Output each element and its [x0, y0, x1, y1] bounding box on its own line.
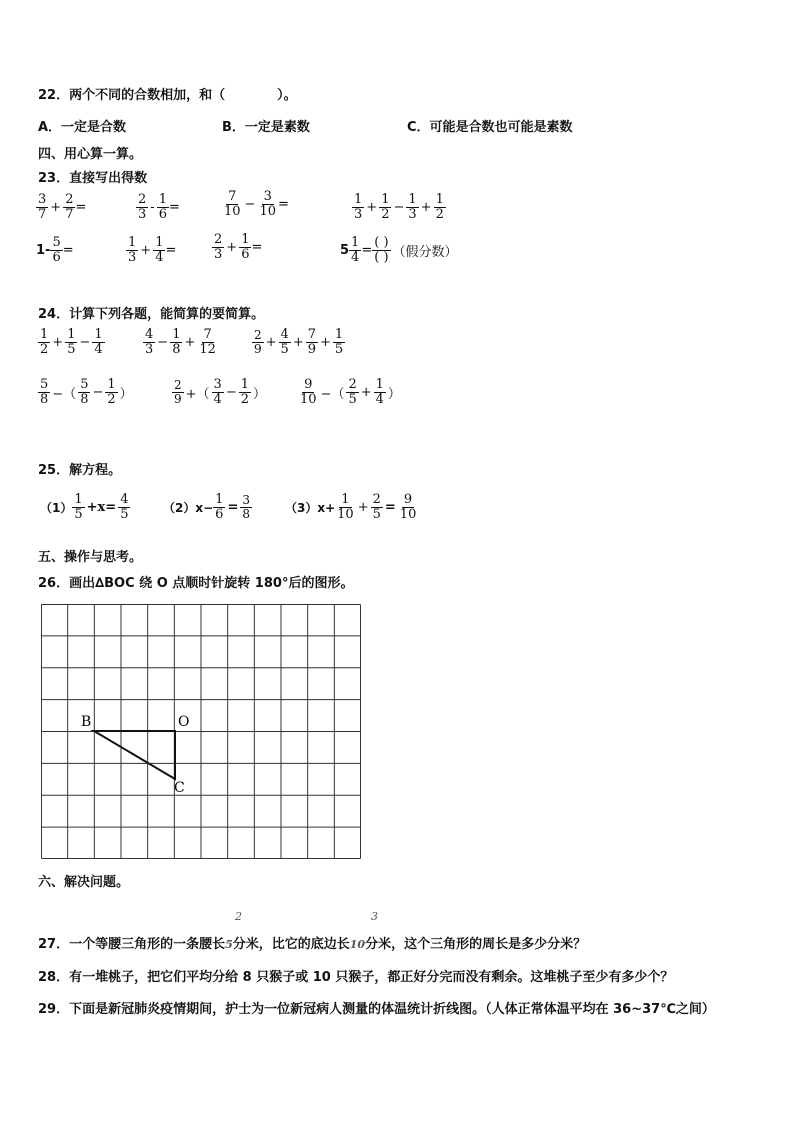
label-b: B	[81, 714, 92, 730]
section-4-heading: 四、用心算一算。	[38, 147, 143, 162]
q24-expr-1: 1 2 + $\frac{1}{5}$ − $\frac{1}{4}$	[40, 327, 103, 357]
q23-item-6: 1 3 + $\frac{1}{4}$ =	[128, 235, 177, 265]
fraction: $\frac{1}{4}$	[351, 235, 360, 265]
q25-title: 25．解方程。	[38, 463, 122, 478]
fraction: $\frac{1}{6}$	[158, 192, 167, 222]
q23-item-4: 1 3 + $\frac{1}{2}$ − $\frac{1}{3}$ + $\frac{1}{2}$	[354, 192, 444, 222]
q22-option-a: A．一定是合数	[38, 120, 127, 135]
fraction: 3 7	[38, 192, 47, 222]
fraction: $\frac{1}{6}$	[215, 492, 224, 522]
fraction: $\frac{2}{5}$	[372, 492, 381, 522]
q23-item-5: 1- $\frac{5}{6}$ =	[36, 235, 74, 265]
fraction: $\frac{5}{6}$	[52, 235, 61, 265]
q27-text: 27．一个等腰三角形的一条腰长5分米，比它的底边长10分米，这个三角形的周长是多少分米？	[38, 937, 587, 952]
fraction: $\frac{1}{2}$	[107, 377, 116, 407]
fraction: 1 5	[74, 492, 83, 522]
label-o: O	[178, 714, 190, 730]
fraction: $\frac{1}{5}$	[334, 327, 344, 357]
fraction: 1 2	[40, 327, 49, 357]
q25-equation-1: （1） 1 5 +x= $\frac{4}{5}$	[40, 492, 129, 522]
fraction: 5 8	[80, 377, 89, 407]
fraction: $\frac{7}{12}$	[199, 327, 216, 357]
q23-item-7: 2 3 + $\frac{1}{6}$ =	[214, 232, 263, 262]
fraction: 2 3	[214, 232, 223, 262]
fraction: 4 3	[145, 327, 154, 357]
fraction: $\frac{2}{7}$	[65, 192, 74, 222]
fraction: $\frac{3}{10}$	[259, 189, 276, 219]
q25-equation-3: （3）x+ $\frac{1}{10}$ + $\frac{2}{5}$ = $\frac{9}{10}$	[285, 492, 417, 522]
q23-title: 23．直接写出得数	[38, 171, 148, 186]
q27-frac2-numerator: 3	[371, 910, 378, 923]
q29-text: 29．下面是新冠肺炎疫情期间，护士为一位新冠病人测量的体温统计折线图。（人体正常体温平均在 36~37℃之间）	[38, 1002, 715, 1017]
fraction: $\frac{7}{9}$	[307, 327, 317, 357]
q23-item-3: 7 10 − $\frac{3}{10}$ =	[224, 189, 289, 219]
fraction: $\frac{9}{10}$	[399, 492, 417, 522]
fraction: 3 4	[213, 377, 222, 407]
fraction: $\frac{1}{4}$	[94, 327, 103, 357]
fraction: $\frac{4}{5}$	[120, 492, 129, 522]
fraction: 2 3	[138, 192, 147, 222]
fraction: $\frac{3}{8}$	[242, 493, 250, 521]
q25-equation-2: （2）x− $\frac{1}{6}$ = $\frac{3}{8}$	[163, 492, 250, 522]
fraction: 2 9	[254, 328, 262, 356]
fraction: 5 8	[40, 377, 49, 407]
q24-expr-4: 5 8 −（ 5 8 − $\frac{1}{2}$ ）	[40, 377, 133, 407]
fraction: $\frac{1}{2}$	[435, 192, 444, 222]
q23-item-1: 3 7 + $\frac{2}{7}$ =	[38, 192, 87, 222]
section-5-heading: 五、操作与思考。	[38, 550, 143, 565]
section-6-heading: 六、解决问题。	[38, 875, 130, 890]
fraction: $\frac{1}{5}$	[67, 327, 76, 357]
q24-title: 24．计算下列各题，能简算的要简算。	[38, 307, 265, 322]
q22-stem: 22．两个不同的合数相加，和（ ）。	[38, 88, 297, 103]
fraction: $\frac{1}{4}$	[155, 235, 164, 265]
fraction: $\frac{1}{2}$	[381, 192, 390, 222]
fraction: $\frac{1}{10}$	[337, 492, 354, 522]
fraction: 1 3	[128, 235, 137, 265]
q24-expr-6: 9 10 −（ 2 5 + $\frac{1}{4}$ ）	[300, 377, 401, 407]
q28-text: 28．有一堆桃子，把它们平均分给 8 只猴子或 10 只猴子，都正好分完而没有剩余。这堆桃子至少有多少个？	[38, 970, 674, 985]
fraction: $\frac{1}{2}$	[240, 377, 250, 407]
q23-item-8: 5 $\frac{1}{4}$ = ( ) ( ) （假分数）	[340, 235, 458, 265]
q26-title: 26．画出∆BOC 绕 O 点顺时针旋转 180°后的图形。	[38, 576, 354, 591]
q24-expr-2: 4 3 − $\frac{1}{8}$ + $\frac{7}{12}$	[145, 327, 216, 357]
q27-frac1-numerator: 2	[235, 910, 242, 923]
fraction: $\frac{1}{6}$	[241, 232, 250, 262]
triangle-boc	[94, 731, 175, 779]
fraction: $\frac{4}{5}$	[280, 327, 289, 357]
q24-expr-5: 2 9 +（ 3 4 − $\frac{1}{2}$ ）	[174, 377, 267, 407]
q24-expr-3: 2 9 + $\frac{4}{5}$ + $\frac{7}{9}$ + $\frac{1}{5}$	[254, 327, 344, 357]
q22-option-c: C．可能是合数也可能是素数	[407, 120, 573, 135]
fraction: 2 9	[174, 378, 182, 406]
label-c: C	[174, 780, 185, 796]
fraction: 1 3	[354, 192, 363, 222]
fraction: 7 10	[224, 189, 241, 219]
answer-blank[interactable]: ( ) ( )	[374, 235, 389, 265]
fraction: $\frac{1}{4}$	[375, 377, 384, 407]
fraction: $\frac{1}{8}$	[172, 327, 181, 357]
fraction: 9 10	[300, 377, 317, 407]
q22-option-b: B．一定是素数	[222, 120, 310, 135]
fraction: 2 5	[348, 377, 357, 407]
fraction: $\frac{1}{3}$	[408, 192, 417, 222]
q23-item-2: 2 3 - $\frac{1}{6}$ =	[138, 192, 180, 222]
rotation-grid[interactable]	[41, 604, 361, 859]
